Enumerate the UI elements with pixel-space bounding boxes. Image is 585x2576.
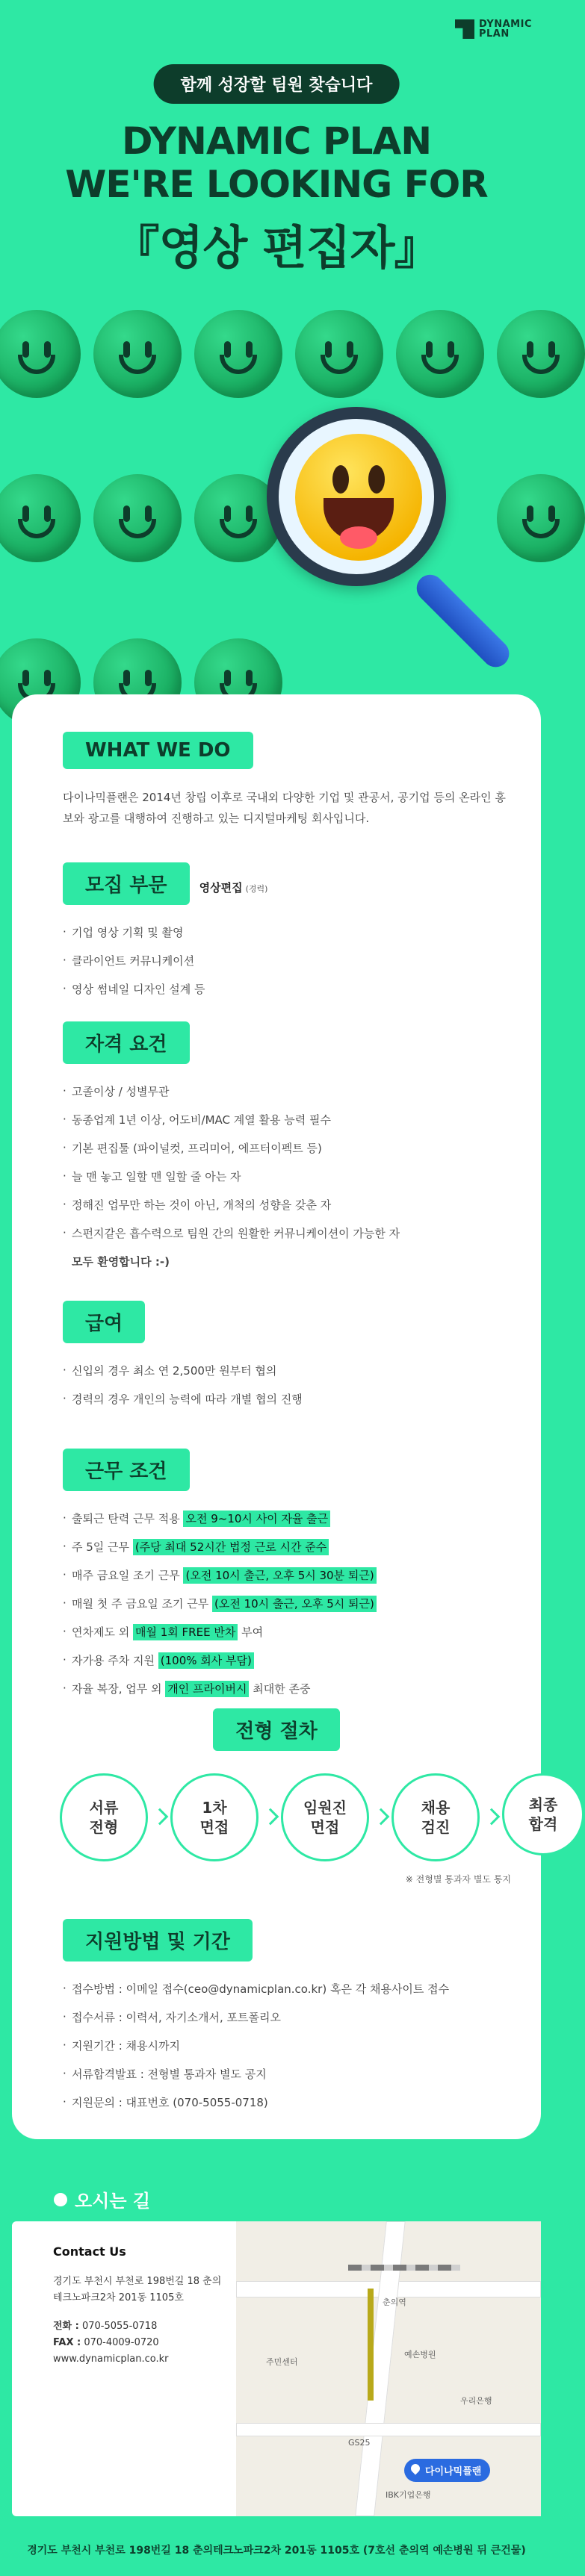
contact-fax: FAX : 070-4009-0720 xyxy=(53,2337,159,2348)
map-label: 춘의역 xyxy=(383,2297,406,2307)
section-conditions xyxy=(63,1449,511,1703)
salary-list xyxy=(63,1357,511,1413)
list-item: · 정해진 업무만 하는 것이 아닌, 개척의 성향을 갖춘 자 xyxy=(63,1191,511,1219)
location-box xyxy=(12,2221,541,2516)
apply-list xyxy=(63,1975,511,2117)
brand-logo[interactable] xyxy=(455,19,532,39)
smiley-icon xyxy=(93,474,182,562)
list-item: · 영상 썸네일 디자인 설계 등 xyxy=(63,975,511,1004)
list-item: · 스펀지같은 흡수력으로 팀원 간의 원활한 커뮤니케이션이 가능한 자 xyxy=(63,1219,511,1248)
section-qualifications xyxy=(63,1021,511,1276)
hero-job-title: 『영상 편집자』 xyxy=(113,220,440,275)
map-label: 예손병원 xyxy=(404,2350,436,2359)
list-item: · 신입의 경우 최소 연 2,500만 원부터 협의 xyxy=(63,1357,511,1385)
list-item: · 기업 영상 기획 및 촬영 xyxy=(63,918,511,947)
process-step: 1차 면접 xyxy=(170,1773,259,1861)
recruit-role: 영상편집 (경력) xyxy=(199,881,268,895)
list-item: · 연차제도 외 매월 1회 FREE 반차 부여 xyxy=(63,1618,511,1646)
section-process xyxy=(12,1708,541,1751)
arrow-right-icon xyxy=(262,1808,279,1826)
magnifier-icon xyxy=(258,407,534,706)
list-item: · 지원기간 : 채용시까지 xyxy=(63,2032,511,2060)
arrow-right-icon xyxy=(483,1808,501,1826)
list-item: · 늘 맨 놓고 일할 맨 일할 줄 아는 자 xyxy=(63,1163,511,1191)
content-card xyxy=(12,694,558,2139)
section-title: WHAT WE DO xyxy=(63,732,253,769)
recruit-duties xyxy=(63,918,511,1004)
smiley-icon xyxy=(194,310,282,398)
list-item: · 기본 편집툴 (파이널컷, 프리미어, 에프터이펙트 등) xyxy=(63,1134,511,1163)
location-map[interactable] xyxy=(236,2221,541,2516)
list-item: · 경력의 경우 개인의 능력에 따라 개별 협의 진행 xyxy=(63,1385,511,1413)
list-item: · 출퇴근 탄력 근무 적용 오전 9~10시 사이 자율 출근 xyxy=(63,1505,511,1533)
logo-mark-icon xyxy=(455,19,474,39)
section-what-we-do xyxy=(63,732,511,829)
list-item: · 주 5일 근무 (주당 최대 52시간 법정 근로 시간 준수 xyxy=(63,1533,511,1561)
qualification-list xyxy=(63,1077,511,1276)
section-title: 모집 부문 xyxy=(63,862,190,905)
list-item: · 자율 복장, 업무 외 개인 프라이버시 최대한 존중 xyxy=(63,1675,511,1703)
section-title: 전형 절차 xyxy=(213,1708,340,1751)
smiley-icon xyxy=(0,474,81,562)
list-item: · 매주 금요일 조기 근무 (오전 10시 출근, 오후 5시 30분 퇴근) xyxy=(63,1561,511,1590)
process-note: ※ 전형별 통과자 별도 통지 xyxy=(405,1874,511,1885)
process-step: 최종 합격 xyxy=(502,1773,584,1855)
section-title: 자격 요건 xyxy=(63,1021,190,1064)
map-subway-line xyxy=(368,2289,374,2401)
section-title: 근무 조건 xyxy=(63,1449,190,1491)
list-item: · 접수방법 : 이메일 접수(ceo@dynamicplan.co.kr) 혹은 각 채용사이트 접수 xyxy=(63,1975,511,2003)
location-pin[interactable]: 다이나믹플랜 xyxy=(404,2459,490,2482)
arrow-right-icon xyxy=(152,1808,169,1826)
process-step: 서류 전형 xyxy=(60,1773,148,1861)
process-step: 임원진 면접 xyxy=(281,1773,369,1861)
conditions-list xyxy=(63,1505,511,1703)
map-road xyxy=(236,2423,541,2436)
logo-text: DYNAMIC PLAN xyxy=(478,19,532,40)
location-title: 오시는 길 xyxy=(54,2186,150,2212)
contact-title: Contact Us xyxy=(53,2244,126,2259)
list-item: · 고졸이상 / 성별무관 xyxy=(63,1077,511,1106)
map-label: 우리은행 xyxy=(460,2396,492,2406)
map-label: IBK기업은행 xyxy=(386,2490,431,2500)
map-label: 주민센터 xyxy=(266,2357,298,2367)
process-steps xyxy=(60,1773,558,1878)
list-item: · 지원문의 : 대표번호 (070-5055-0718) xyxy=(63,2088,511,2117)
hero-pill: 함께 성장할 팀원 찾습니다 xyxy=(154,64,400,104)
list-item: · 서류합격발표 : 전형별 통과자 별도 공지 xyxy=(63,2060,511,2088)
company-intro: 다이나믹플랜은 2014년 창립 이후로 국내외 다양한 기업 및 관공서, 공기업 등의 온라인 홍보와 광고를 대행하여 진행하고 있는 디지털마케팅 회사입니다. xyxy=(63,791,506,825)
list-item: · 클라이언트 커뮤니케이션 xyxy=(63,947,511,975)
welcome-note: 모두 환영합니다 :-) xyxy=(72,1255,170,1269)
section-apply xyxy=(63,1919,511,2117)
hero-headline-line-2: WE'RE LOOKING FOR xyxy=(65,163,488,206)
list-item: · 자가용 주차 지원 (100% 회사 부담) xyxy=(63,1646,511,1675)
magnifier-lens xyxy=(267,407,446,586)
arrow-right-icon xyxy=(373,1808,390,1826)
contact-website[interactable]: www.dynamicplan.co.kr xyxy=(53,2353,169,2365)
smiley-icon xyxy=(295,310,383,398)
happy-face-icon xyxy=(295,434,422,561)
map-label: GS25 xyxy=(348,2438,371,2448)
list-item: · 매월 첫 주 금요일 조기 근무 (오전 10시 출근, 오후 5시 퇴근) xyxy=(63,1590,511,1618)
bullet-dot-icon xyxy=(54,2193,67,2206)
section-title: 급여 xyxy=(63,1301,145,1343)
contact-phone: 전화 : 070-5055-0718 xyxy=(53,2321,158,2332)
map-railway xyxy=(348,2265,460,2271)
list-item: · 동종업계 1년 이상, 어도비/MAC 계열 활용 능력 필수 xyxy=(63,1106,511,1134)
section-title: 지원방법 및 기간 xyxy=(63,1919,253,1961)
smiley-icon xyxy=(0,310,81,398)
smiley-icon xyxy=(396,310,484,398)
footer-address: 경기도 부천시 부천로 198번길 18 춘의테크노파크2차 201동 1105호 (7호선 춘의역 예손병원 뒤 큰건물) xyxy=(27,2545,526,2557)
magnifier-handle xyxy=(411,569,515,673)
list-item: · 접수서류 : 이력서, 자기소개서, 포트폴리오 xyxy=(63,2003,511,2032)
section-recruit xyxy=(63,862,511,1004)
hero-headline xyxy=(0,119,553,206)
hero-headline-line-1: DYNAMIC PLAN xyxy=(121,119,432,163)
contact-address: 경기도 부천시 부천로 198번길 18 춘의테크노파크2차 201동 1105호 xyxy=(53,2276,222,2303)
smiley-icon xyxy=(93,310,182,398)
contact-info xyxy=(53,2236,225,2368)
smiley-icon xyxy=(497,310,585,398)
process-step: 채용 검진 xyxy=(391,1773,480,1861)
section-salary xyxy=(63,1301,511,1413)
